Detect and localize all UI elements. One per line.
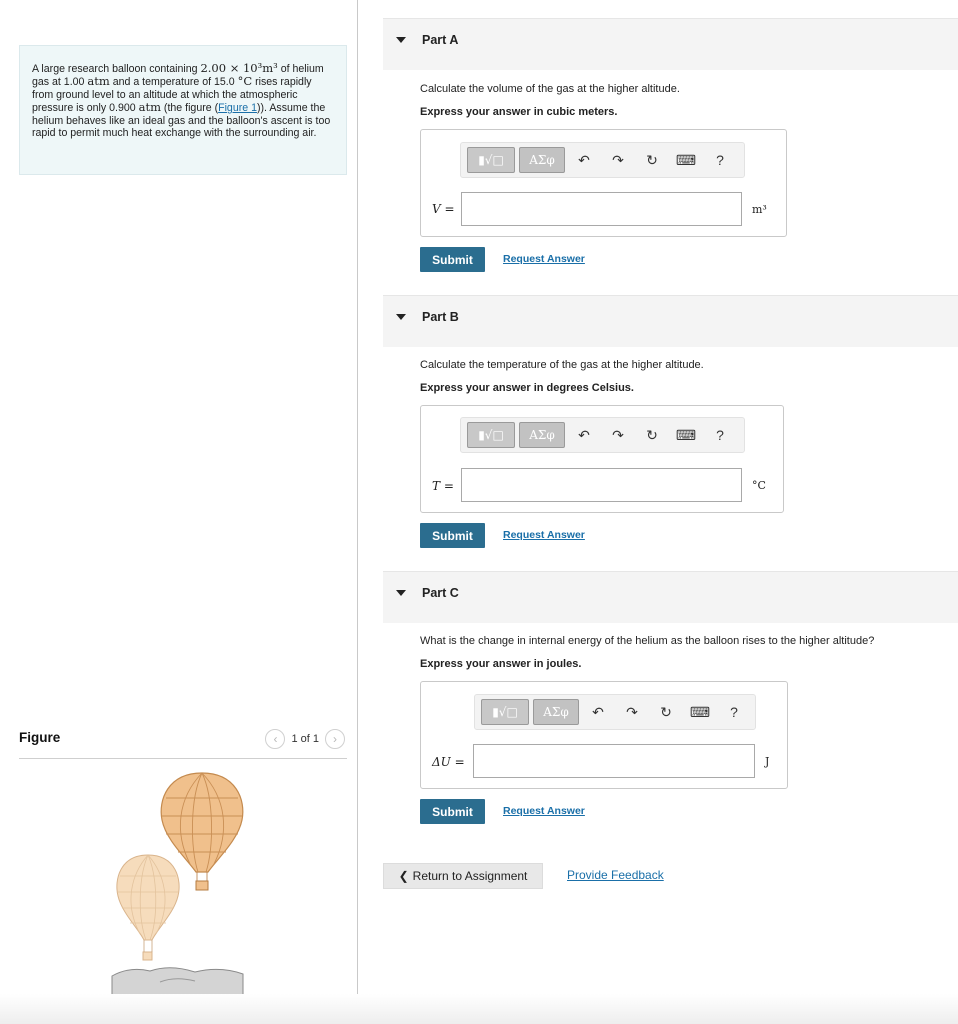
problem-math-unit: atm [138,100,161,115]
chevron-right-icon[interactable]: › [325,729,345,749]
unit-label: J [765,755,770,768]
redo-icon[interactable]: ↷ [612,426,624,443]
problem-math-unit: atm [87,74,110,89]
templates-icon[interactable]: ▮√□ [467,422,515,448]
greek-symbols-button[interactable]: ΑΣφ [519,422,565,448]
undo-icon[interactable]: ↶ [578,426,590,443]
part-title: Part B [422,310,459,324]
far-balloon [117,855,179,960]
math-toolbar [460,417,745,453]
problem-statement [19,45,347,175]
answer-input[interactable] [473,744,755,778]
undo-icon[interactable]: ↶ [578,151,590,168]
part-title: Part A [422,33,459,47]
variable-label: T = [432,479,454,493]
redo-icon[interactable]: ↷ [626,703,638,720]
chevron-left-icon[interactable]: ‹ [265,729,285,749]
help-icon[interactable]: ? [730,704,738,720]
answer-input[interactable] [461,192,742,226]
part-question: Calculate the temperature of the gas at the higher altitude. [420,359,704,371]
bottom-fade [0,994,958,1024]
part-question: Calculate the volume of the gas at the higher altitude. [420,83,680,95]
part-instruction: Express your answer in degrees Celsius. [420,382,634,394]
problem-text: of helium gas at 1.00 [32,63,324,89]
parts-panel [383,0,958,1024]
templates-icon[interactable]: ▮√□ [467,147,515,173]
problem-math-volume: 2.00 × 10³m³ [200,61,278,75]
figure-header [19,727,347,759]
math-toolbar [474,694,756,730]
left-panel [0,0,358,1024]
request-answer-link[interactable]: Request Answer [503,805,585,817]
part-a-header[interactable] [383,18,958,70]
problem-text: A large research balloon containing [32,63,201,75]
answer-input[interactable] [461,468,742,502]
variable-label: V = [432,202,455,216]
reset-icon[interactable]: ↻ [646,151,658,168]
answer-box [420,681,788,789]
part-instruction: Express your answer in cubic meters. [420,106,618,118]
part-b-header[interactable] [383,295,958,347]
templates-icon[interactable]: ▮√□ [481,699,529,725]
part-question: What is the change in internal energy of the helium as the balloon rises to the higher altitude? [420,635,875,647]
caret-down-icon [396,37,406,43]
greek-symbols-button[interactable]: ΑΣφ [533,699,579,725]
reset-icon[interactable]: ↻ [646,426,658,443]
answer-box [420,129,787,237]
keyboard-icon[interactable]: ⌨ [689,703,711,720]
submit-button[interactable]: Submit [420,799,485,824]
variable-label: ΔU = [432,755,465,769]
unit-label: °C [752,479,766,492]
submit-button[interactable]: Submit [420,247,485,272]
reset-icon[interactable]: ↻ [660,703,672,720]
balloon-figure [100,768,260,1008]
help-icon[interactable]: ? [716,152,724,168]
problem-text: )). Assume the helium behaves like an ideal gas and the balloon's ascent is too rapid to permit much heat exchange with the surrounding air. [32,102,331,140]
chevron-left-icon: ❮ [398,869,409,883]
pager-text: 1 of 1 [291,733,319,745]
redo-icon[interactable]: ↷ [612,151,624,168]
figure-link[interactable]: Figure 1 [218,102,257,115]
request-answer-link[interactable]: Request Answer [503,529,585,541]
figure-title: Figure [19,730,61,745]
return-to-assignment-button[interactable] [383,863,543,889]
keyboard-icon[interactable]: ⌨ [675,151,697,168]
undo-icon[interactable]: ↶ [592,703,604,720]
unit-label: m³ [752,203,767,216]
help-icon[interactable]: ? [716,427,724,443]
math-toolbar [460,142,745,178]
submit-button[interactable]: Submit [420,523,485,548]
greek-symbols-button[interactable]: ΑΣφ [519,147,565,173]
caret-down-icon [396,590,406,596]
part-title: Part C [422,586,459,600]
part-c-header[interactable] [383,571,958,623]
caret-down-icon [396,314,406,320]
return-label: Return to Assignment [412,869,528,883]
problem-text: and a temperature of 15.0 [109,76,238,89]
keyboard-icon[interactable]: ⌨ [675,426,697,443]
problem-text: (the figure ( [160,102,219,115]
problem-text: rises rapidly from ground level to an altitude at which the atmospheric pressure is only 0.900 [32,76,312,115]
request-answer-link[interactable]: Request Answer [503,253,585,265]
problem-math-unit: °C [237,74,253,89]
part-instruction: Express your answer in joules. [420,658,582,670]
provide-feedback-link[interactable]: Provide Feedback [567,868,664,882]
answer-box [420,405,784,513]
figure-pager [265,729,345,749]
